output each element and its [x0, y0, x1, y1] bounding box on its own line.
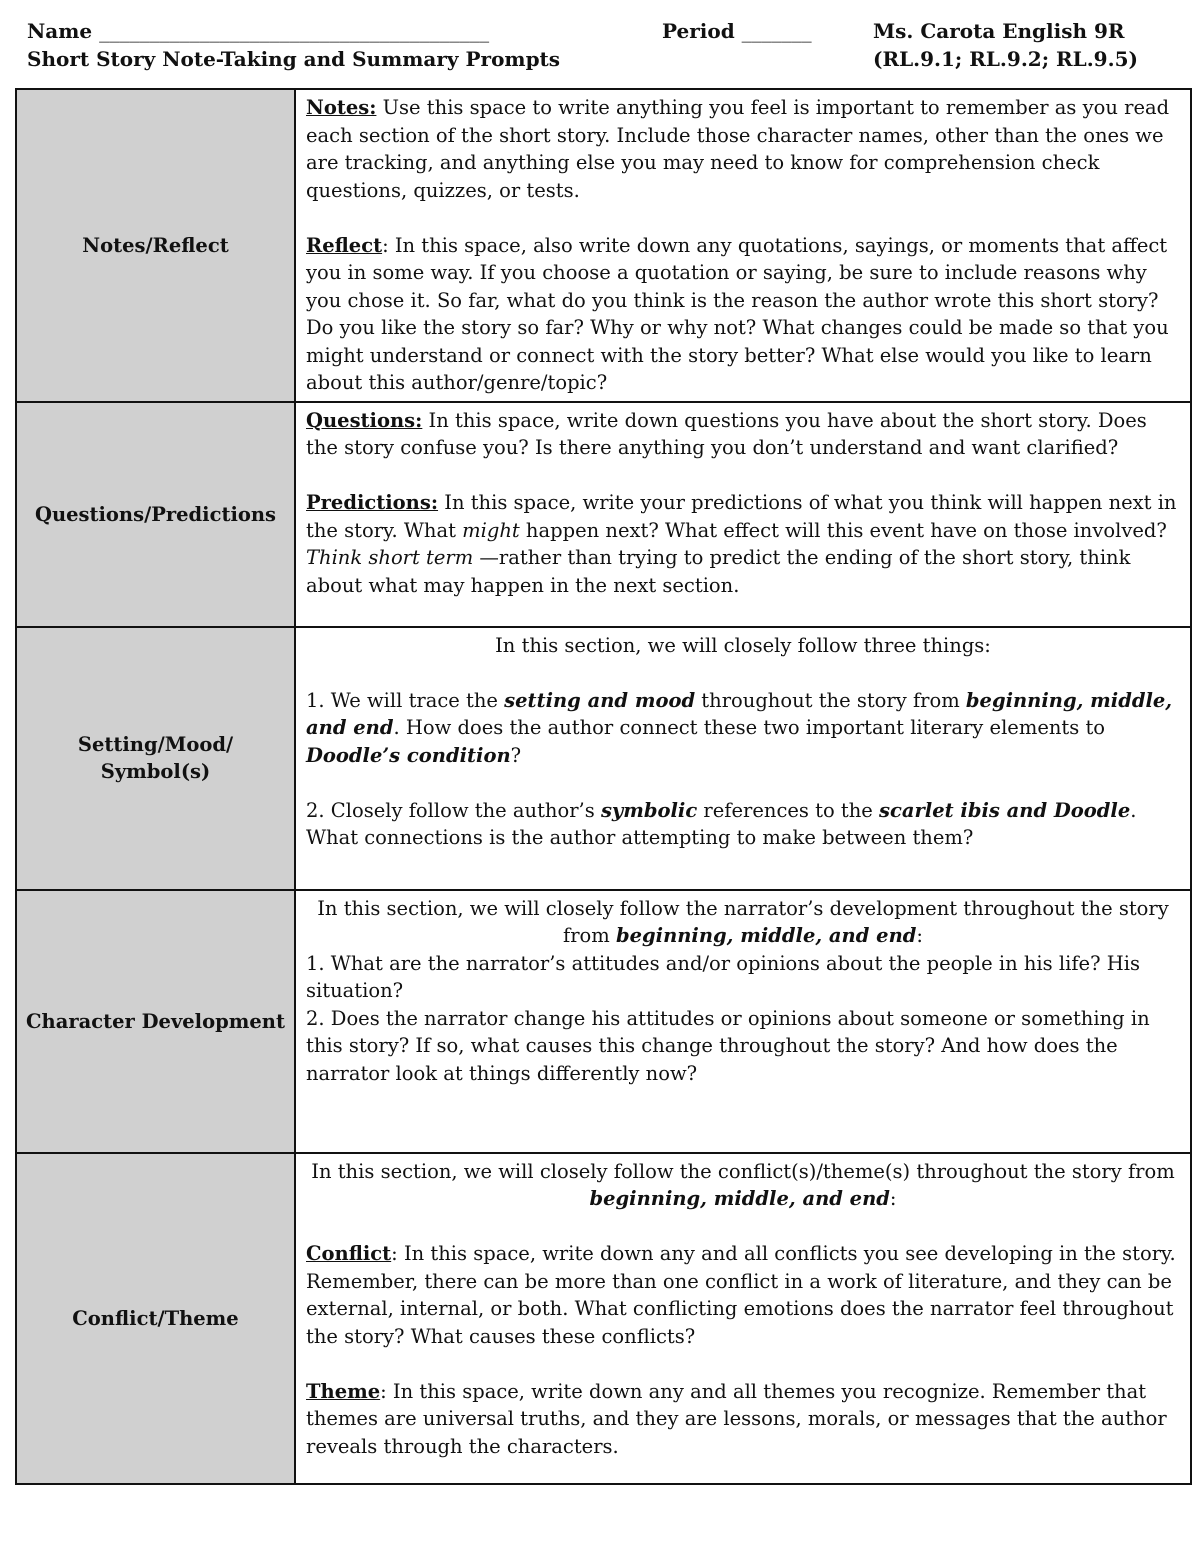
document-title: Short Story Note-Taking and Summary Prompts: [27, 47, 561, 71]
text: In this section, we will closely follow the conflict(s)/theme(s) throughout the story from: [311, 1159, 1175, 1183]
note-taking-table: [15, 88, 1192, 1485]
theme-heading: Theme: [306, 1379, 381, 1403]
predictions-text: In this space, write your predictions of what you think will happen next in the story. What: [306, 491, 1177, 542]
emphasis: beginning, middle, and end: [306, 688, 1173, 739]
row-label: Questions/Predictions: [16, 402, 295, 627]
emphasis: symbolic: [600, 798, 698, 822]
row-content: [295, 890, 1191, 1153]
setting-intro: In this section, we will closely follow three things:: [495, 633, 991, 657]
text: In this section, we will closely follow the narrator’s development throughout the story from: [317, 896, 1169, 947]
row-questions-predictions: [16, 402, 1191, 627]
text: ?: [510, 743, 522, 767]
period-label: Period: [662, 19, 735, 43]
reflect-heading: Reflect: [306, 233, 383, 257]
name-blank: _______________________________________: [99, 19, 490, 43]
questions-text: In this space, write down questions you have about the short story. Does the story confuse you? Is there anything you don’t understand and want clarified?: [306, 408, 1147, 459]
row-label: Setting/Mood/ Symbol(s): [16, 627, 295, 890]
name-line: [27, 17, 560, 45]
emphasis-short-term: Think short term: [306, 546, 474, 569]
header-right: [873, 17, 1138, 73]
predictions-text: —rather than trying to predict the ending of the short story, think about what may happen in the next section.: [306, 546, 1131, 597]
setting-item-2: [306, 797, 1180, 852]
notes-heading: Notes:: [306, 96, 377, 119]
row-conflict-theme: [16, 1153, 1191, 1484]
predictions-text: happen next? What effect will this event have on those involved?: [519, 518, 1167, 542]
name-label: Name: [27, 19, 93, 43]
setting-item-1: [306, 687, 1180, 770]
character-item-1: 1. What are the narrator’s attitudes and/or opinions about the people in his life? His situation?: [306, 951, 1140, 1002]
predictions-heading: Predictions:: [306, 491, 439, 514]
header-left: [27, 17, 560, 73]
conflict-text: : In this space, write down any and all conflicts you see developing in the story. Remember, there can be more than one conflict in a work of literature, and they can be external, internal, or both. What conflicting emotions does the narrator feel throughout the story? What causes these conflicts?: [306, 1242, 1176, 1348]
text: 1. We will trace the: [306, 688, 505, 712]
questions-heading: Questions:: [306, 408, 423, 432]
row-label: Notes/Reflect: [16, 89, 295, 402]
row-content: [295, 627, 1191, 890]
text: . How does the author connect these two important literary elements to: [393, 716, 1106, 739]
text: :: [889, 1187, 897, 1210]
conflict-intro: [306, 1158, 1180, 1213]
text: references to the: [697, 798, 880, 822]
emphasis: scarlet ibis and Doodle: [879, 798, 1131, 822]
row-content: [295, 402, 1191, 627]
conflict-heading: Conflict: [306, 1242, 392, 1265]
character-intro: [306, 895, 1180, 950]
row-label: Character Development: [16, 890, 295, 1153]
emphasis: Doodle’s condition: [306, 743, 511, 767]
teacher-course: Ms. Carota English 9R: [873, 19, 1125, 43]
emphasis-might: might: [462, 518, 520, 542]
character-item-2: 2. Does the narrator change his attitudes or opinions about someone or something in this story? If so, what causes this change throughout the story? And how does the narrator look at things differently now?: [306, 1006, 1150, 1085]
row-setting-mood-symbols: [16, 627, 1191, 890]
text: throughout the story from: [695, 688, 966, 712]
period-line: [662, 17, 812, 45]
row-content: [295, 89, 1191, 402]
notes-text: Use this space to write anything you feel is important to remember as you read each section of the short story. Include those character names, other than the ones we are tracking, and anything else you may need to know for comprehension check questions, quizzes, or tests.: [306, 96, 1170, 202]
text: 2. Closely follow the author’s: [306, 798, 601, 822]
text: :: [916, 924, 923, 947]
row-character-development: [16, 890, 1191, 1153]
row-label: Conflict/Theme: [16, 1153, 295, 1484]
reflect-text: : In this space, also write down any quotations, sayings, or moments that affect you in some way. If you choose a quotation or saying, be sure to include reasons why you chose it. So far, what do you think is the reason the author wrote this short story? Do you like the story so far? Why or why not? What changes could be made so that you might understand or connect with the story better? What else would you like to learn about this author/genre/topic?: [306, 233, 1169, 394]
row-notes-reflect: [16, 89, 1191, 402]
emphasis: beginning, middle, and end: [589, 1187, 890, 1210]
theme-text: : In this space, write down any and all themes you recognize. Remember that themes are universal truths, and they are lessons, morals, or messages that the author reveals through the characters.: [306, 1379, 1167, 1458]
emphasis: setting and mood: [504, 688, 696, 712]
text: . What connections is the author attempting to make between them?: [306, 798, 1137, 849]
period-blank: _______: [741, 19, 812, 43]
emphasis: beginning, middle, and end: [615, 924, 917, 947]
row-content: [295, 1153, 1191, 1484]
standards: (RL.9.1; RL.9.2; RL.9.5): [873, 47, 1138, 71]
